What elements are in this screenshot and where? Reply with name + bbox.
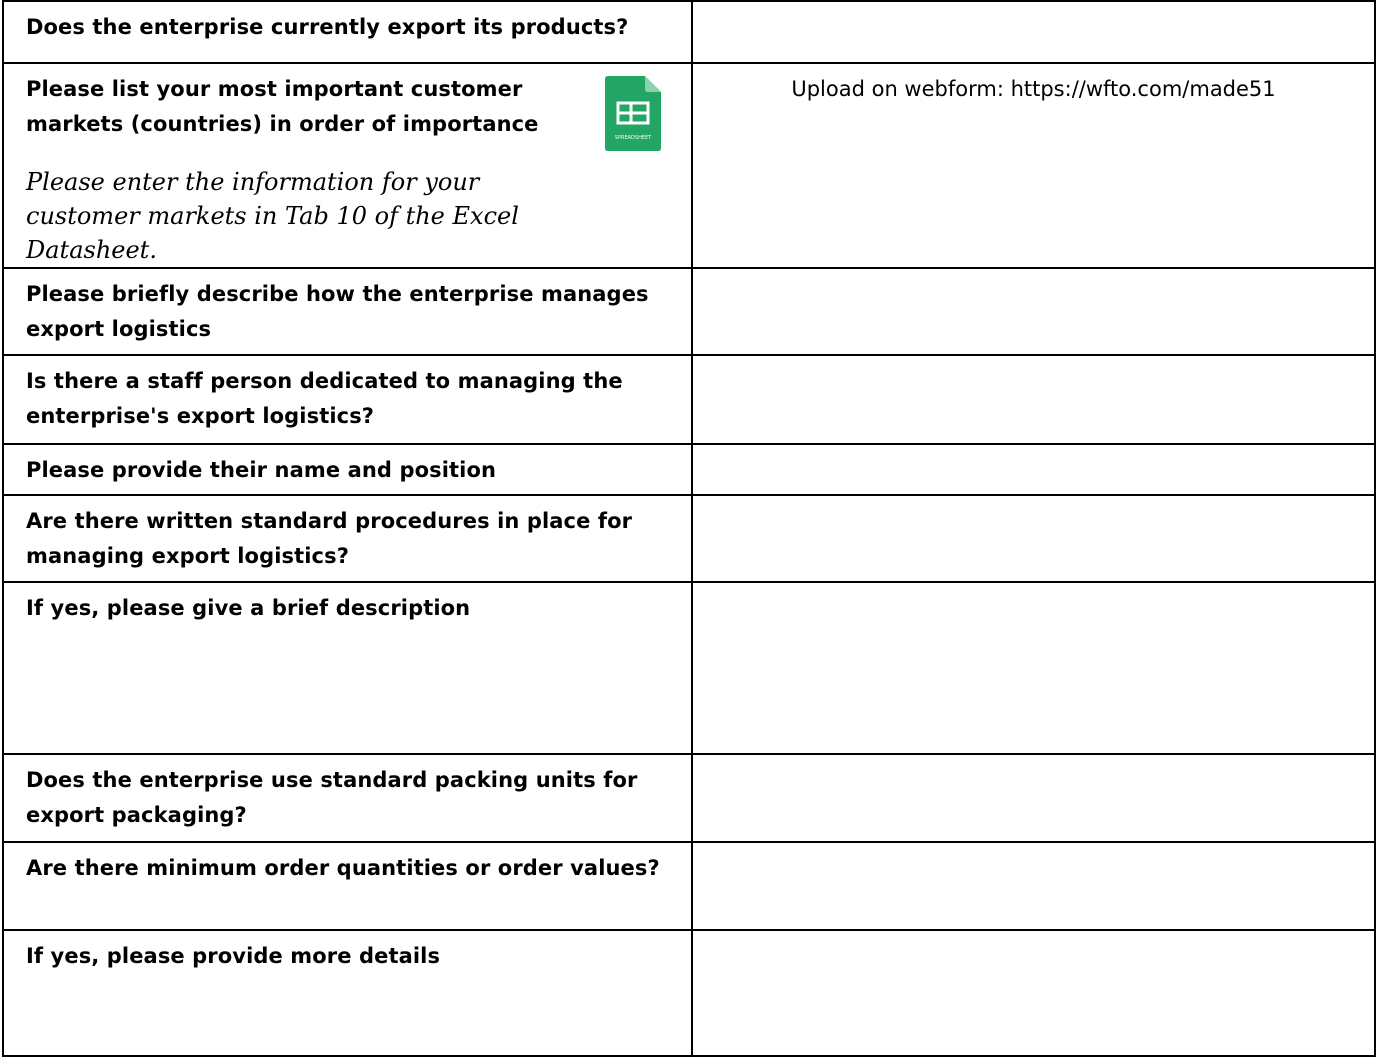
answer-cell[interactable] — [692, 63, 1375, 268]
question-label: Does the enterprise currently export its products? — [26, 15, 629, 39]
spreadsheet-icon-label: SPREADSHEET — [614, 135, 652, 141]
answer-cell[interactable] — [692, 355, 1375, 444]
table-row — [3, 582, 1375, 754]
question-label: Does the enterprise use standard packing units for export packaging? — [26, 768, 638, 827]
question-cell — [3, 930, 692, 1056]
question-cell — [3, 63, 692, 268]
table-row — [3, 842, 1375, 930]
answer-cell[interactable] — [692, 268, 1375, 355]
answer-cell[interactable] — [692, 754, 1375, 842]
question-cell — [3, 1, 692, 63]
question-cell — [3, 444, 692, 495]
answer-cell[interactable] — [692, 842, 1375, 930]
answer-cell[interactable] — [692, 444, 1375, 495]
table-row — [3, 268, 1375, 355]
question-label: Please list your most important customer markets (countries) in order of importance — [26, 77, 539, 136]
table-row — [3, 355, 1375, 444]
question-cell — [3, 842, 692, 930]
question-label: Are there minimum order quantities or order values? — [26, 856, 660, 880]
answer-cell[interactable] — [692, 582, 1375, 754]
answer-cell[interactable] — [692, 495, 1375, 582]
question-cell — [3, 495, 692, 582]
question-label: Is there a staff person dedicated to managing the enterprise's export logistics? — [26, 369, 623, 428]
question-label: If yes, please give a brief description — [26, 596, 471, 620]
question-label: If yes, please provide more details — [26, 944, 441, 968]
answer-cell[interactable] — [692, 930, 1375, 1056]
question-label: Please provide their name and position — [26, 458, 497, 482]
upload-link[interactable]: Upload on webform: https://wfto.com/made51 — [791, 77, 1276, 101]
table-row — [3, 444, 1375, 495]
table-row — [3, 63, 1375, 268]
question-label: Please briefly describe how the enterprise manages export logistics — [26, 282, 649, 341]
question-cell — [3, 268, 692, 355]
answer-cell[interactable] — [692, 1, 1375, 63]
spreadsheet-icon[interactable] — [605, 76, 661, 151]
question-cell — [3, 754, 692, 842]
question-cell — [3, 355, 692, 444]
table-row — [3, 930, 1375, 1056]
table-row — [3, 754, 1375, 842]
export-logistics-form-table — [2, 0, 1376, 1057]
question-note: Please enter the information for your customer markets in Tab 10 of the Excel Datasheet. — [26, 168, 519, 264]
table-row — [3, 1, 1375, 63]
question-cell — [3, 582, 692, 754]
table-row — [3, 495, 1375, 582]
question-label: Are there written standard procedures in place for managing export logistics? — [26, 509, 633, 568]
